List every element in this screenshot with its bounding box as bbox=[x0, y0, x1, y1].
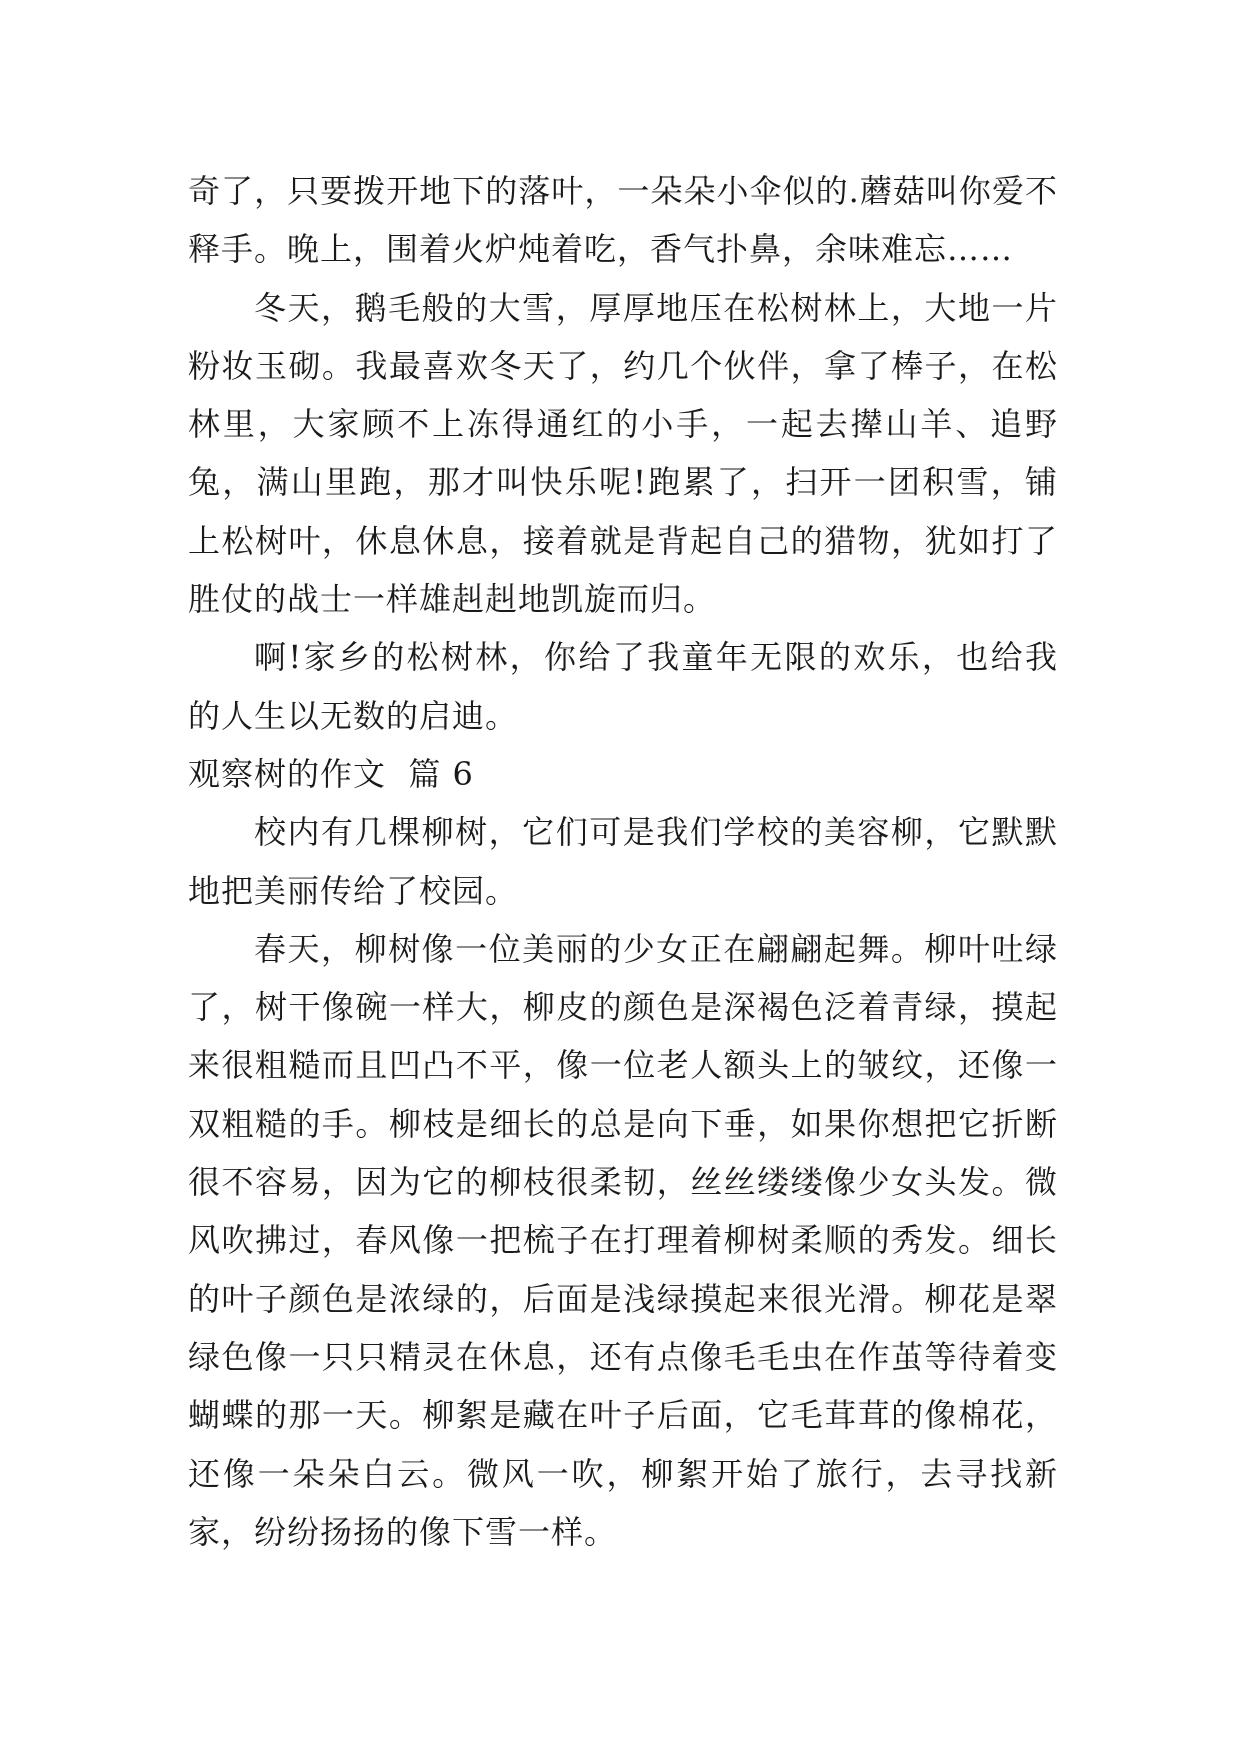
paragraph-winter: 冬天，鹅毛般的大雪，厚厚地压在松树林上，大地一片粉妆玉砌。我最喜欢冬天了，约几个伙伴，拿了棒子，在松林里，大家顾不上冻得通红的小手，一起去撵山羊、追野兔，满山里跑，那才叫快乐呢!跑累了，扫开一团积雪，铺上松树叶，休息休息，接着就是背起自己的猎物，犹如打了胜仗的战士一样雄赳赳地凯旋而归。 bbox=[188, 288, 1058, 619]
document-page bbox=[188, 162, 1058, 1561]
paragraph-willow-intro: 校内有几棵柳树，它们可是我们学校的美容柳，它默默地把美丽传给了校园。 bbox=[188, 813, 1058, 910]
paragraph-conclusion: 啊!家乡的松树林，你给了我童年无限的欢乐，也给我的人生以无数的启迪。 bbox=[188, 638, 1058, 735]
paragraph-mushrooms: 奇了，只要拨开地下的落叶，一朵朵小伞似的.蘑菇叫你爱不释手。晚上，围着火炉炖着吃，香气扑鼻，余味难忘…… bbox=[188, 172, 1058, 269]
paragraph-willow-spring: 春天，柳树像一位美丽的少女正在翩翩起舞。柳叶吐绿了，树干像碗一样大，柳皮的颜色是深褐色泛着青绿，摸起来很粗糙而且凹凸不平，像一位老人额头上的皱纹，还像一双粗糙的手。柳枝是细长的总是向下垂，如果你想把它折断很不容易，因为它的柳枝很柔韧，丝丝缕缕像少女头发。微风吹拂过，春风像一把梳子在打理着柳树柔顺的秀发。细长的叶子颜色是浓绿的，后面是浅绿摸起来很光滑。柳花是翠绿色像一只只精灵在休息，还有点像毛毛虫在作茧等待着变蝴蝶的那一天。柳絮是藏在叶子后面，它毛茸茸的像棉花，还像一朵朵白云。微风一吹，柳絮开始了旅行，去寻找新家，纷纷扬扬的像下雪一样。 bbox=[188, 929, 1058, 1551]
section-heading: 观察树的作文 篇 6 bbox=[188, 754, 474, 793]
